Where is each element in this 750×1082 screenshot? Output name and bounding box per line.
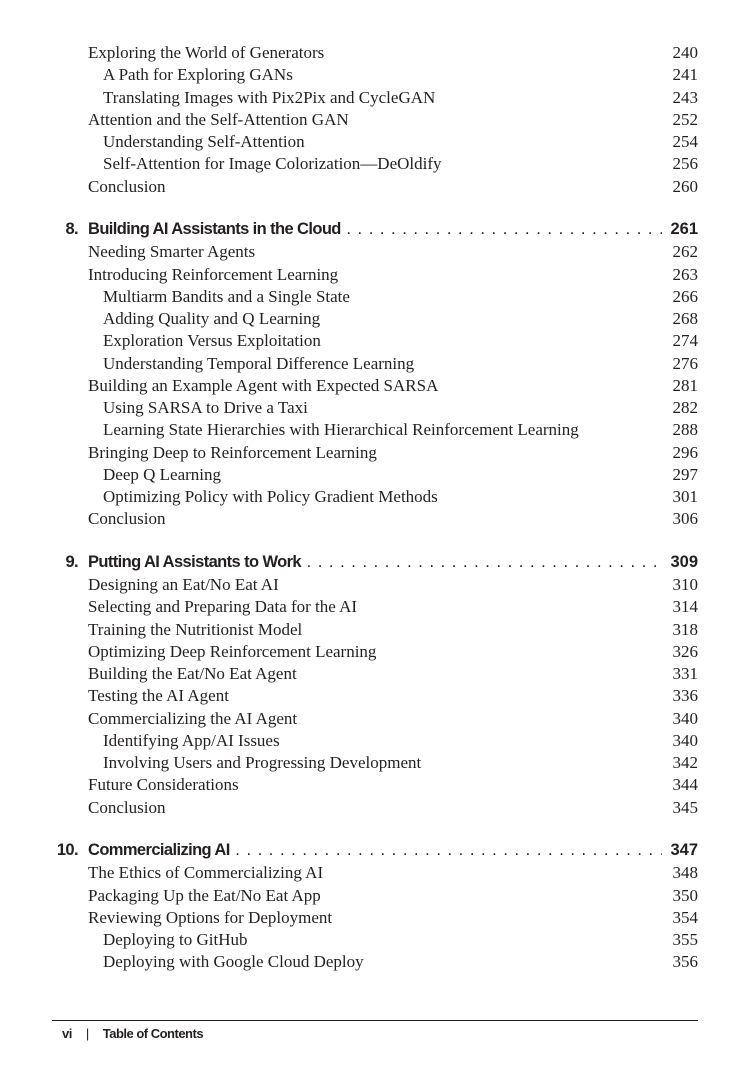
entry-title: Designing an Eat/No Eat AI: [88, 575, 279, 594]
toc-subsection-entry[interactable]: [0, 353, 750, 375]
entry-page-number: 268: [672, 309, 698, 328]
entry-page-number: 345: [672, 797, 698, 817]
chapter-number: 8.: [65, 220, 78, 239]
entry-title: Identifying App/AI Issues: [103, 730, 280, 750]
chapter-title: Putting AI Assistants to Work . . .: [88, 551, 662, 573]
toc-subsection-entry[interactable]: [0, 951, 750, 973]
toc-section-entry[interactable]: [0, 907, 750, 929]
toc-subsection-entry[interactable]: [0, 153, 750, 175]
entry-title: Building an Example Agent with Expected SARSA: [88, 375, 439, 395]
toc-subsection-entry[interactable]: [0, 464, 750, 486]
entry-page-number: 309: [670, 553, 698, 571]
entry-title: Involving Users and Progressing Development: [103, 753, 422, 772]
entry-page-number: 356: [672, 952, 698, 972]
entry-page-number: 340: [672, 730, 698, 750]
chapter-title: Commercializing AI . . .: [88, 839, 662, 861]
entry-page-number: 261: [670, 220, 698, 239]
entry-page-number: 326: [672, 641, 698, 661]
entry-title: Building the Eat/No Eat Agent: [88, 664, 297, 683]
entry-title: Understanding Self-Attention: [103, 132, 305, 151]
entry-page-number: 260: [672, 176, 698, 196]
entry-title: Packaging Up the Eat/No Eat App: [88, 885, 321, 905]
toc-section-entry[interactable]: [0, 885, 750, 907]
entry-page-number: 296: [672, 442, 698, 462]
entry-page-number: 336: [672, 686, 698, 706]
entry-page-number: 355: [672, 930, 698, 949]
entry-title: Multiarm Bandits and a Single State: [103, 286, 350, 306]
toc-subsection-entry[interactable]: [0, 131, 750, 153]
entry-page-number: 348: [672, 863, 698, 883]
entry-page-number: 256: [672, 154, 698, 174]
entry-page-number: 310: [672, 575, 698, 594]
toc-section-entry[interactable]: [0, 708, 750, 730]
entry-title: Translating Images with Pix2Pix and CycleGAN: [103, 87, 436, 107]
entry-page-number: 318: [672, 619, 698, 639]
page-number: vi: [62, 1026, 72, 1041]
toc-subsection-entry[interactable]: [0, 486, 750, 508]
entry-page-number: 276: [672, 353, 698, 373]
entry-title: The Ethics of Commercializing AI: [88, 863, 324, 883]
toc-section-entry[interactable]: [0, 797, 750, 819]
toc-section-entry[interactable]: [0, 176, 750, 198]
toc-chapter-entry[interactable]: [0, 551, 750, 574]
entry-title: Deploying with Google Cloud Deploy: [103, 952, 364, 972]
entry-title: Self-Attention for Image Colorization—DeOldify: [103, 154, 442, 174]
entry-title: Testing the AI Agent: [88, 686, 229, 706]
toc-section-entry[interactable]: [0, 596, 750, 618]
chapter-title: Building AI Assistants in the Cloud . . .: [88, 218, 662, 240]
toc-subsection-entry[interactable]: [0, 397, 750, 419]
entry-page-number: 263: [672, 264, 698, 284]
entry-title: Learning State Hierarchies with Hierarchical Reinforcement Learning: [103, 420, 579, 440]
entry-title: Optimizing Deep Reinforcement Learning: [88, 641, 377, 661]
entry-page-number: 331: [672, 664, 698, 683]
toc-subsection-entry[interactable]: [0, 308, 750, 330]
entry-page-number: 301: [672, 487, 698, 506]
chapter-number: 10.: [56, 841, 78, 860]
entry-page-number: 306: [672, 509, 698, 529]
entry-page-number: 254: [672, 132, 698, 151]
entry-title: Optimizing Policy with Policy Gradient Methods: [103, 487, 438, 506]
entry-page-number: 340: [672, 708, 698, 728]
toc-section-entry[interactable]: [0, 663, 750, 685]
entry-title: Needing Smarter Agents: [88, 242, 256, 262]
toc-subsection-entry[interactable]: [0, 730, 750, 752]
toc-subsection-entry[interactable]: [0, 286, 750, 308]
toc-subsection-entry[interactable]: [0, 64, 750, 86]
toc-subsection-entry[interactable]: [0, 330, 750, 352]
entry-title: Deep Q Learning: [103, 464, 222, 484]
entry-page-number: 344: [672, 775, 698, 795]
entry-title: Conclusion: [88, 176, 166, 196]
toc-section-entry[interactable]: [0, 619, 750, 641]
toc-subsection-entry[interactable]: [0, 87, 750, 109]
toc-section-entry[interactable]: [0, 574, 750, 596]
entry-page-number: 347: [670, 841, 698, 860]
entry-title: Adding Quality and Q Learning: [103, 309, 321, 328]
page-footer: [62, 1026, 203, 1041]
entry-title: A Path for Exploring GANs: [103, 65, 293, 85]
entry-title: Attention and the Self-Attention GAN: [88, 109, 349, 129]
toc-chapter-entry[interactable]: [0, 839, 750, 862]
entry-title: Exploring the World of Generators: [88, 43, 325, 62]
entry-title: Reviewing Options for Deployment: [88, 907, 333, 927]
entry-page-number: 243: [672, 87, 698, 107]
running-title: Table of Contents: [102, 1026, 204, 1041]
entry-page-number: 240: [672, 43, 698, 62]
entry-page-number: 354: [672, 907, 698, 927]
toc-section-entry[interactable]: [0, 241, 750, 263]
entry-title: Selecting and Preparing Data for the AI: [88, 597, 358, 617]
entry-title: Conclusion: [88, 509, 166, 529]
entry-title: Exploration Versus Exploitation: [103, 331, 321, 351]
entry-title: Deploying to GitHub: [103, 930, 248, 949]
entry-page-number: 350: [672, 885, 698, 905]
toc-subsection-entry[interactable]: [0, 419, 750, 441]
entry-page-number: 281: [672, 375, 698, 395]
entry-page-number: 252: [672, 109, 698, 129]
entry-title: Conclusion: [88, 797, 166, 817]
toc-section-entry[interactable]: [0, 264, 750, 286]
entry-title: Future Considerations: [88, 775, 239, 795]
entry-page-number: 282: [672, 398, 698, 417]
entry-title: Training the Nutritionist Model: [88, 619, 303, 639]
entry-page-number: 274: [672, 331, 698, 351]
toc-section-entry[interactable]: [0, 109, 750, 131]
entry-title: Bringing Deep to Reinforcement Learning: [88, 442, 377, 462]
toc-section-entry[interactable]: [0, 774, 750, 796]
toc-chapter-entry[interactable]: [0, 218, 750, 241]
entry-page-number: 314: [672, 597, 698, 617]
entry-page-number: 266: [672, 286, 698, 306]
toc-section-entry[interactable]: [0, 862, 750, 884]
toc-section-entry[interactable]: [0, 375, 750, 397]
entry-page-number: 297: [672, 464, 698, 484]
entry-page-number: 262: [672, 242, 698, 262]
toc-subsection-entry[interactable]: [0, 929, 750, 951]
toc-section-entry[interactable]: [0, 42, 750, 64]
toc-section-entry[interactable]: [0, 508, 750, 530]
entry-title: Introducing Reinforcement Learning: [88, 264, 339, 284]
entry-page-number: 342: [672, 753, 698, 772]
toc-section-entry[interactable]: [0, 641, 750, 663]
entry-title: Commercializing the AI Agent: [88, 708, 298, 728]
chapter-number: 9.: [65, 553, 78, 571]
footer-rule: [52, 1020, 698, 1021]
entry-title: Using SARSA to Drive a Taxi: [103, 398, 308, 417]
toc-subsection-entry[interactable]: [0, 752, 750, 774]
footer-separator: |: [85, 1026, 89, 1041]
entry-page-number: 288: [672, 420, 698, 440]
toc-section-entry[interactable]: [0, 685, 750, 707]
toc-section-entry[interactable]: [0, 442, 750, 464]
table-of-contents: [0, 42, 750, 974]
entry-title: Understanding Temporal Difference Learning: [103, 353, 415, 373]
entry-page-number: 241: [672, 65, 698, 85]
